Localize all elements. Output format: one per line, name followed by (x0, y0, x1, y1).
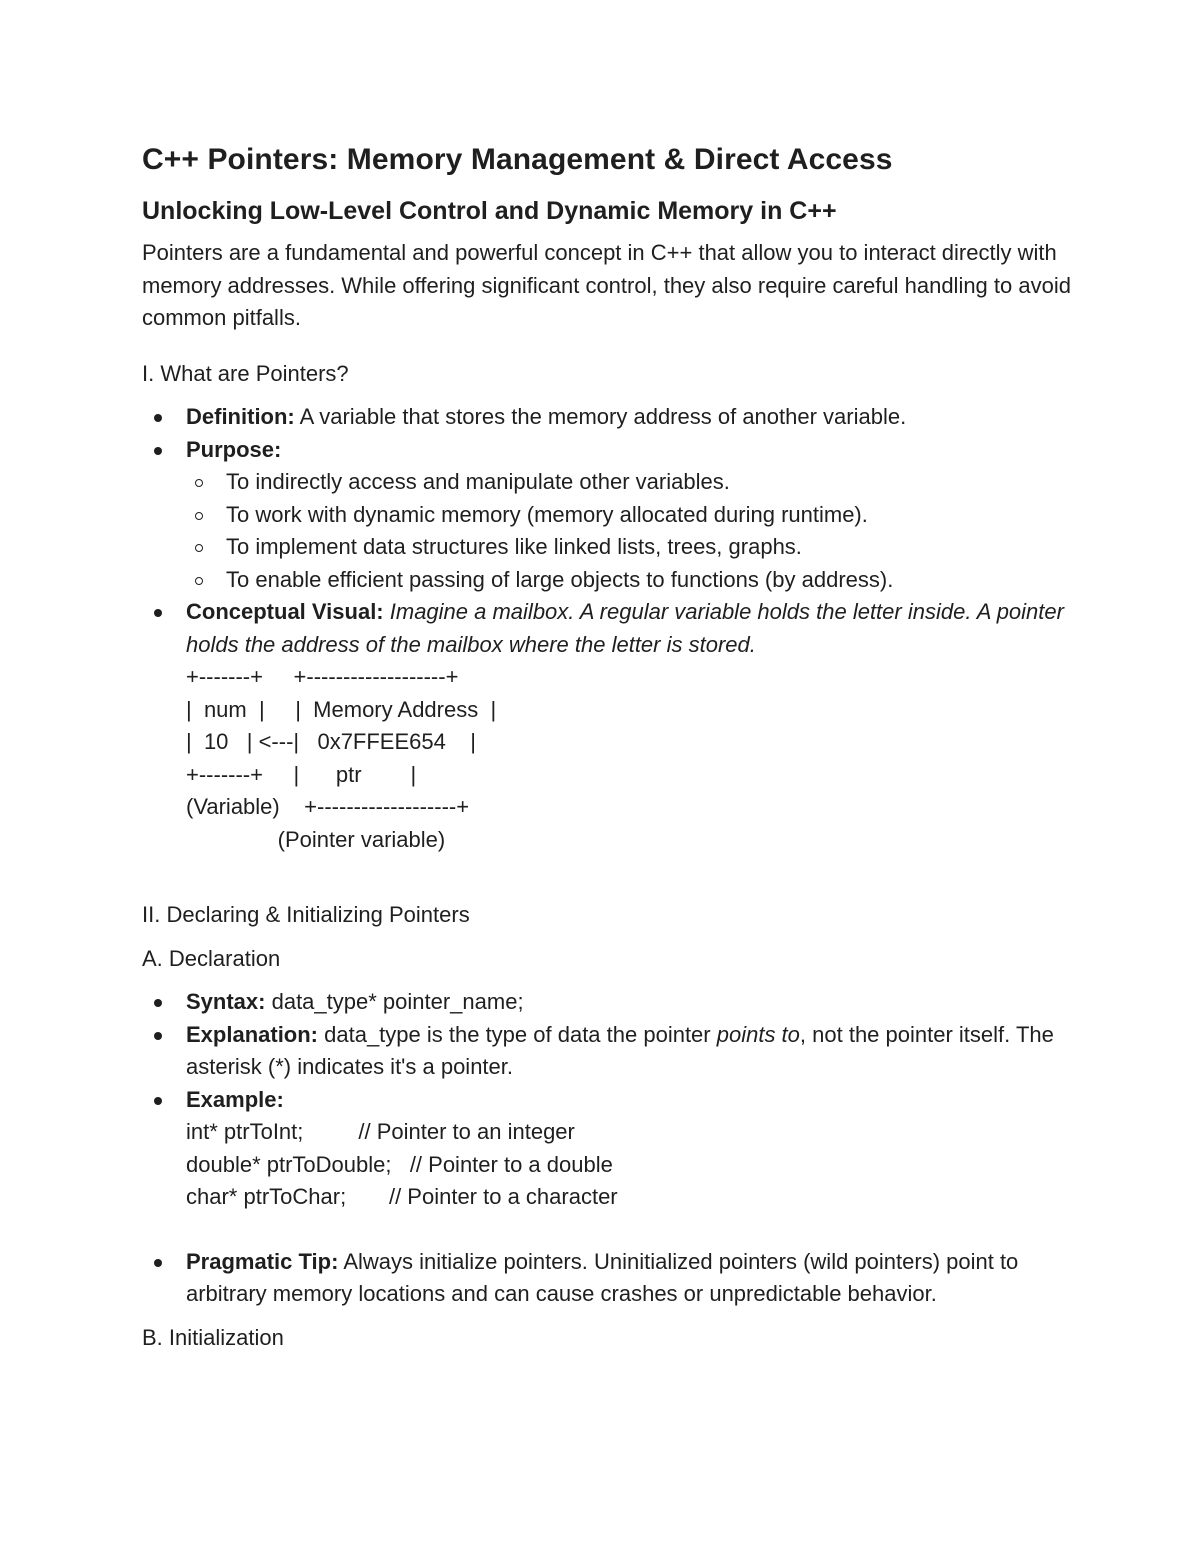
definition-item (142, 401, 1082, 434)
subsection-a-heading: A. Declaration (142, 945, 281, 971)
subsection-b-heading: B. Initialization (142, 1324, 284, 1350)
syntax-text: data_type* pointer_name; (265, 989, 524, 1014)
section-2-heading: II. Declaring & Initializing Pointers (142, 902, 470, 927)
explanation-item (142, 1019, 1082, 1084)
section-1-heading: I. What are Pointers? (142, 360, 349, 386)
intro-paragraph: Pointers are a fundamental and powerful concept in C++ that allow you to interact directly with memory addresses. While offering significant control, they also require careful handling to avoid common pitfalls. (142, 240, 1071, 330)
diagram-line: +-------+ +-------------------+ (186, 664, 459, 689)
explanation-text-pre: data_type is the type of data the pointer (318, 1021, 717, 1047)
section-1-list (142, 401, 1082, 856)
conceptual-visual-label: Conceptual Visual: (186, 599, 384, 624)
definition-text: A variable that stores the memory address of another variable. (294, 404, 907, 429)
purpose-sub-item: To work with dynamic memory (memory allocated during runtime). (186, 499, 1082, 532)
code-line: double* ptrToDouble; // Pointer to a double (186, 1151, 613, 1177)
purpose-sub-item: To implement data structures like linked lists, trees, graphs. (186, 531, 1082, 564)
code-line: char* ptrToChar; // Pointer to a character (186, 1184, 618, 1209)
purpose-sublist (186, 466, 1082, 596)
document-title: C++ Pointers: Memory Management & Direct Access (142, 143, 893, 176)
diagram-line: (Pointer variable) (186, 826, 446, 852)
example-label: Example: (186, 1086, 284, 1112)
purpose-sub-item: To enable efficient passing of large objects to functions (by address). (186, 564, 1082, 597)
pragmatic-tip-item (142, 1246, 1082, 1311)
explanation-text-post: , not the pointer itself. The asterisk (*) indicates it's a pointer. (186, 1021, 1054, 1079)
code-line: int* ptrToInt; // Pointer to an integer (186, 1119, 575, 1144)
pragmatic-tip-label: Pragmatic Tip: (186, 1248, 339, 1274)
purpose-item (142, 434, 1082, 597)
section-2a-list (142, 986, 1082, 1311)
pragmatic-tip-text: Always initialize pointers. Uninitialized pointers (wild pointers) point to arbitrary memory locations and can cause crashes or unpredictable behavior. (186, 1248, 1019, 1306)
diagram-line: | 10 | <---| 0x7FFEE654 | (186, 729, 477, 754)
diagram-line: +-------+ | ptr | (186, 761, 417, 787)
document-page (142, 138, 1082, 1354)
example-code (186, 1116, 1082, 1214)
definition-label: Definition: (186, 404, 295, 429)
conceptual-visual-item (142, 596, 1082, 856)
explanation-label: Explanation: (186, 1021, 319, 1047)
document-subtitle: Unlocking Low-Level Control and Dynamic Memory in C++ (142, 197, 837, 225)
pointer-diagram (186, 661, 1082, 856)
example-item (142, 1084, 1082, 1214)
conceptual-visual-text: Imagine a mailbox. A regular variable holds the letter inside. A pointer holds the address of the mailbox where the letter is stored. (186, 599, 1064, 657)
explanation-emphasis: points to (716, 1021, 800, 1047)
diagram-line: | num | | Memory Address | (186, 696, 497, 722)
diagram-line: (Variable) +-------------------+ (186, 794, 470, 819)
syntax-label: Syntax: (186, 989, 266, 1014)
syntax-item (142, 986, 1082, 1019)
purpose-label: Purpose: (186, 436, 282, 462)
purpose-sub-item: To indirectly access and manipulate other variables. (186, 466, 1082, 499)
